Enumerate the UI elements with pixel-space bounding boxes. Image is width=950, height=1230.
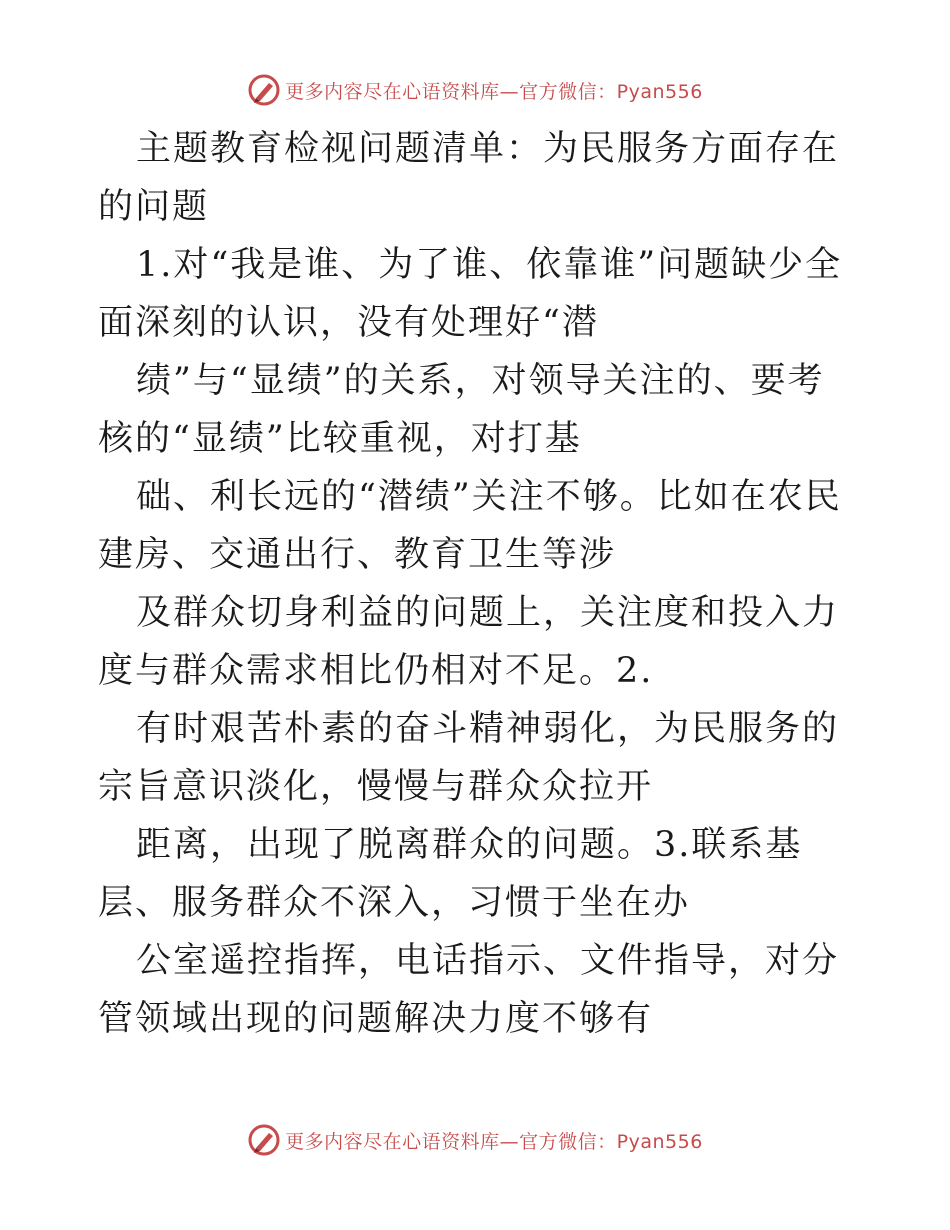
- footer-banner-text: [285, 1127, 703, 1154]
- document-body: [98, 120, 858, 1048]
- document-title: 主题教育检视问题清单：为民服务方面存在的问题: [98, 129, 840, 227]
- footer-banner: [0, 1120, 950, 1160]
- pen-circle-logo-icon: [247, 73, 281, 107]
- paragraph: 及群众切身利益的问题上，关注度和投入力度与群众需求相比仍相对不足。2.: [98, 593, 840, 691]
- pen-circle-logo-icon: [247, 1123, 281, 1157]
- footer-wechat-text: 官方微信：Pyan556: [519, 1130, 703, 1153]
- paragraph: 绩”与“显绩”的关系，对领导关注的、要考核的“显绩”比较重视，对打基: [98, 361, 825, 459]
- header-site-text: 更多内容尽在心语资料库—: [285, 80, 520, 103]
- header-banner: [0, 70, 950, 110]
- paragraph: 公室遥控指挥，电话指示、文件指导，对分管领域出现的问题解决力度不够有: [98, 941, 840, 1039]
- paragraph: 础、利长远的“潜绩”关注不够。比如在农民建房、交通出行、教育卫生等涉: [98, 477, 842, 575]
- paragraph: 距离，出现了脱离群众的问题。3.联系基层、服务群众不深入，习惯于坐在办: [98, 825, 803, 923]
- paragraph: 有时艰苦朴素的奋斗精神弱化，为民服务的宗旨意识淡化，慢慢与群众众拉开: [98, 709, 840, 807]
- paragraph: 1.对“我是谁、为了谁、依靠谁”问题缺少全面深刻的认识，没有处理好“潜: [98, 245, 843, 343]
- header-banner-text: [285, 77, 703, 104]
- footer-site-text: 更多内容尽在心语资料库—: [285, 1130, 520, 1153]
- header-wechat-text: 官方微信：Pyan556: [519, 80, 703, 103]
